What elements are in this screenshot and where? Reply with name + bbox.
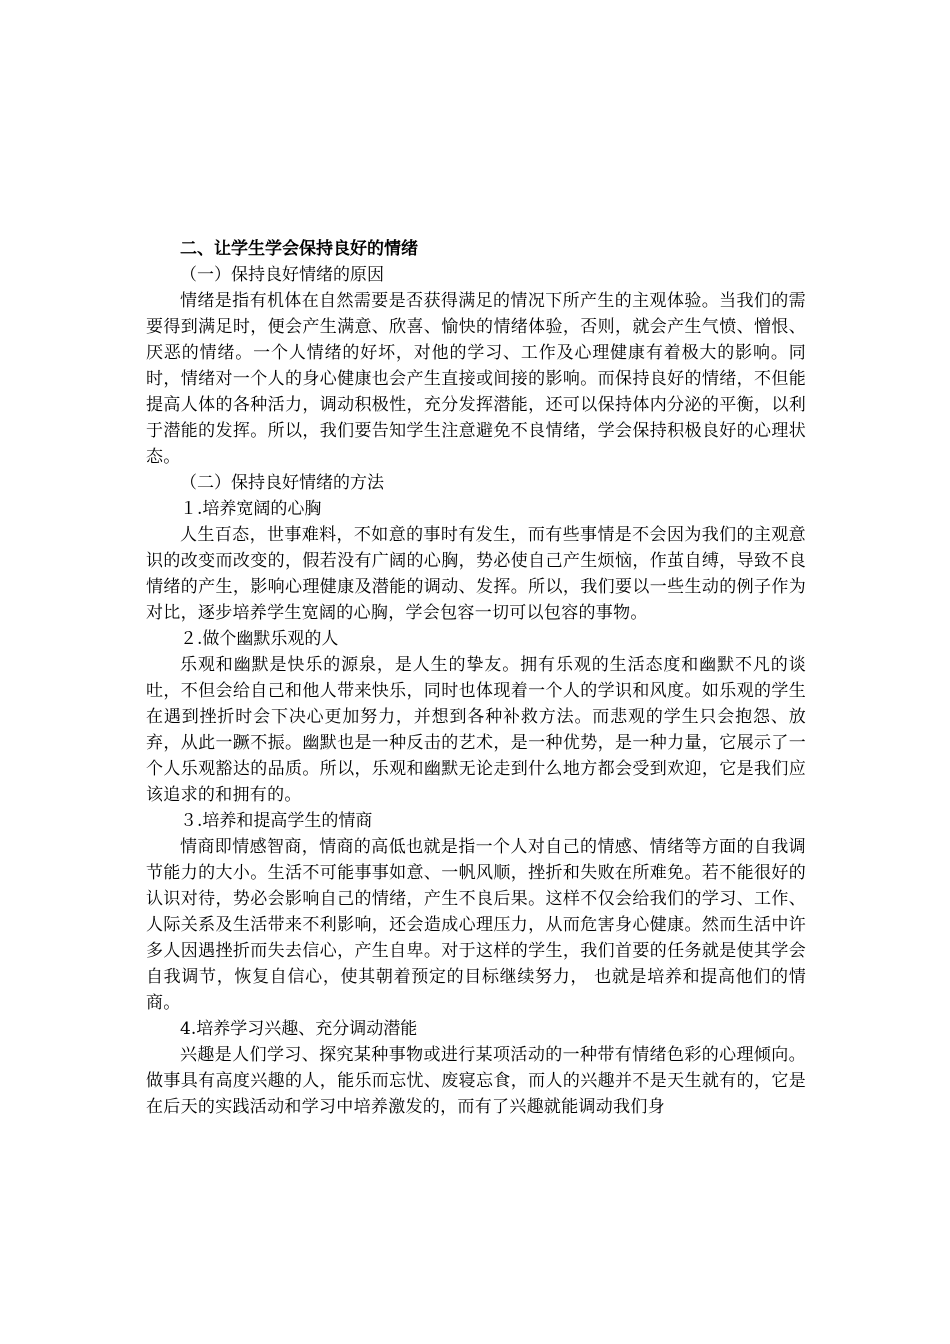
paragraph-item-3: 情商即情感智商，情商的高低也就是指一个人对自己的情感、情绪等方面的自我调节能力的大小。生活不可能事事如意、一帆风顺，挫折和失败在所难免。若不能很好的认识对待，势必会影响自己的情绪，产生不良后果。这样不仅会给我们的学习、工作、人际关系及生活带来不利影响，还会造成心理压力，从而危害身心健康。然而生活中许多人因遇挫折而失去信心，产生自卑。对于这样的学生，我们首要的任务就是使其学会自我调节，恢复自信心，使其朝着预定的目标继续努力， 也就是培养和提高他们的情商。 (146, 837, 806, 1013)
item-heading-2: ２.做个幽默乐观的人 (180, 629, 339, 649)
document-body (146, 236, 806, 1120)
paragraph-item-4: 兴趣是人们学习、探究某种事物或进行某项活动的一种带有情绪色彩的心理倾向。做事具有高度兴趣的人，能乐而忘忧、废寝忘食，而人的兴趣并不是天生就有的，它是在后天的实践活动和学习中培养激发的，而有了兴趣就能调动我们身 (146, 1045, 806, 1117)
item-heading-1: １.培养宽阔的心胸 (180, 499, 322, 519)
paragraph-item-1: 人生百态，世事难料，不如意的事时有发生，而有些事情是不会因为我们的主观意识的改变而改变的，假若没有广阔的心胸，势必使自己产生烦恼，作茧自缚，导致不良情绪的产生，影响心理健康及潜能的调动、发挥。所以，我们要以一些生动的例子作为对比，逐步培养学生宽阔的心胸，学会包容一切可以包容的事物。 (146, 525, 806, 623)
subsection-heading-methods: （二）保持良好情绪的方法 (180, 473, 384, 493)
item-heading-4: 4.培养学习兴趣、充分调动潜能 (180, 1019, 418, 1039)
item-heading-3: ３.培养和提高学生的情商 (180, 811, 373, 831)
section-heading: 二、让学生学会保持良好的情绪 (180, 239, 418, 259)
subsection-heading-reasons: （一）保持良好情绪的原因 (180, 265, 384, 285)
paragraph-item-2: 乐观和幽默是快乐的源泉，是人生的挚友。拥有乐观的生活态度和幽默不凡的谈吐，不但会给自己和他人带来快乐，同时也体现着一个人的学识和风度。如乐观的学生在遇到挫折时会下决心更加努力，并想到各种补救方法。而悲观的学生只会抱怨、放弃，从此一蹶不振。幽默也是一种反击的艺术，是一种优势，是一种力量，它展示了一个人乐观豁达的品质。所以，乐观和幽默无论走到什么地方都会受到欢迎，它是我们应该追求的和拥有的。 (146, 655, 806, 805)
paragraph-reasons: 情绪是指有机体在自然需要是否获得满足的情况下所产生的主观体验。当我们的需要得到满足时，便会产生满意、欣喜、愉快的情绪体验，否则，就会产生气愤、憎恨、厌恶的情绪。一个人情绪的好坏，对他的学习、工作及心理健康有着极大的影响。同时，情绪对一个人的身心健康也会产生直接或间接的影响。而保持良好的情绪，不但能提高人体的各种活力，调动积极性，充分发挥潜能，还可以保持体内分泌的平衡，以利于潜能的发挥。所以，我们要告知学生注意避免不良情绪，学会保持积极良好的心理状态。 (146, 291, 806, 467)
